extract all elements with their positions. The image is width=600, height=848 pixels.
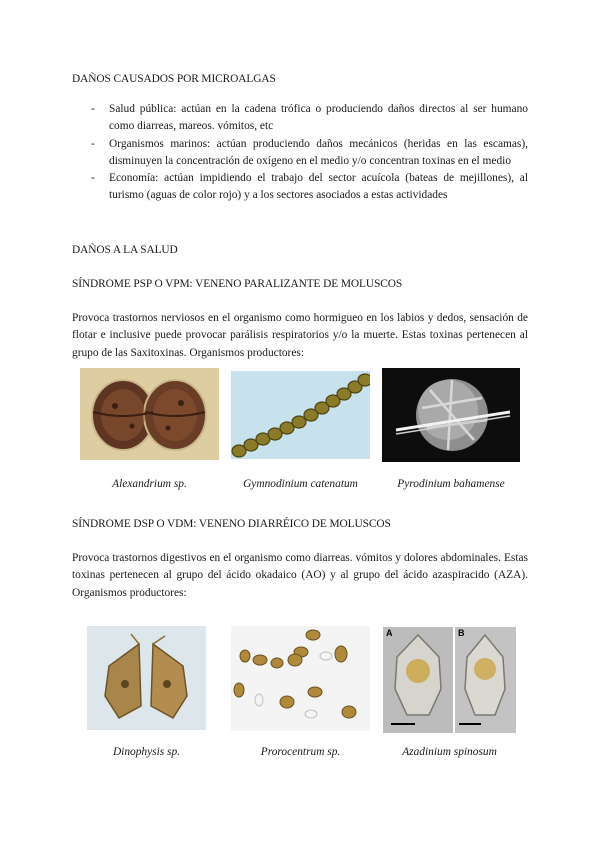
caption-gymnodinium: Gymnodinium catenatum xyxy=(243,478,358,490)
caption-prorocentrum: Prorocentrum sp. xyxy=(260,746,341,758)
dinophysis-image xyxy=(87,626,206,730)
dsp-title: SÍNDROME DSP O VDM: VENENO DIARRÉICO DE MOLUSCOS xyxy=(72,518,391,530)
bullet-marker: - xyxy=(91,103,95,115)
panel-label-b: B xyxy=(458,628,465,638)
psp-title: SÍNDROME PSP O VPM: VENENO PARALIZANTE DE MOLUSCOS xyxy=(72,278,403,290)
azadinium-image-a xyxy=(383,627,453,733)
caption-alexandrium: Alexandrium sp. xyxy=(112,478,187,490)
alexandrium-image xyxy=(80,368,219,460)
bullet-marker: - xyxy=(91,172,95,185)
caption-pyrodinium: Pyrodinium bahamense xyxy=(397,478,505,490)
section-title: DAÑOS CAUSADOS POR MICROALGAS xyxy=(72,73,276,85)
dsp-paragraph: Provoca trastornos digestivos en el organismo como diarreas. vómitos y dolores abdominales. Estas toxinas pertenecen al grupo del ácido okadaico (AO) y al grupo del ácido azaspiracido (AZA). Organismos productores: xyxy=(72,552,528,599)
list-item xyxy=(72,136,528,171)
list-item xyxy=(72,101,528,136)
list-item xyxy=(72,170,528,205)
health-title: DAÑOS A LA SALUD xyxy=(72,244,178,256)
bullet-marker: - xyxy=(91,137,95,150)
bullet-text-public-health: Salud pública: actúan en la cadena trófica o produciendo daños directos al ser humano como diarreas, mareos. vómitos, etc xyxy=(109,103,528,133)
pyrodinium-image xyxy=(382,368,520,462)
bullet-text-marine-organisms: Organismos marinos: actúan produciendo daños mecánicos (heridas en las escamas), disminuyen la concentración de oxígeno en el medio y/o concentran toxinas en el medio xyxy=(109,137,528,167)
psp-paragraph: Provoca trastornos nerviosos en el organismo como hormigueo en los labios y dedos, sensación de flotar e inclusive puede provocar parálisis respiratorios y/o la muerte. Estas toxinas pertenecen al grupo de las Saxitoxinas. Organismos productores: xyxy=(72,312,528,359)
gymnodinium-image xyxy=(231,371,370,459)
panel-label-a: A xyxy=(386,628,393,638)
caption-dinophysis: Dinophysis sp. xyxy=(112,746,181,758)
bullet-text-economy: Economía: actúan impidiendo el trabajo del sector acuícola (bateas de mejillones), al turismo (aguas de color rojo) y a los sectores asociados a estas actividades xyxy=(109,172,528,202)
damage-list xyxy=(72,101,528,205)
azadinium-image-b xyxy=(455,627,516,733)
prorocentrum-image xyxy=(231,626,370,731)
caption-azadinium: Azadinium spinosum xyxy=(402,746,497,758)
